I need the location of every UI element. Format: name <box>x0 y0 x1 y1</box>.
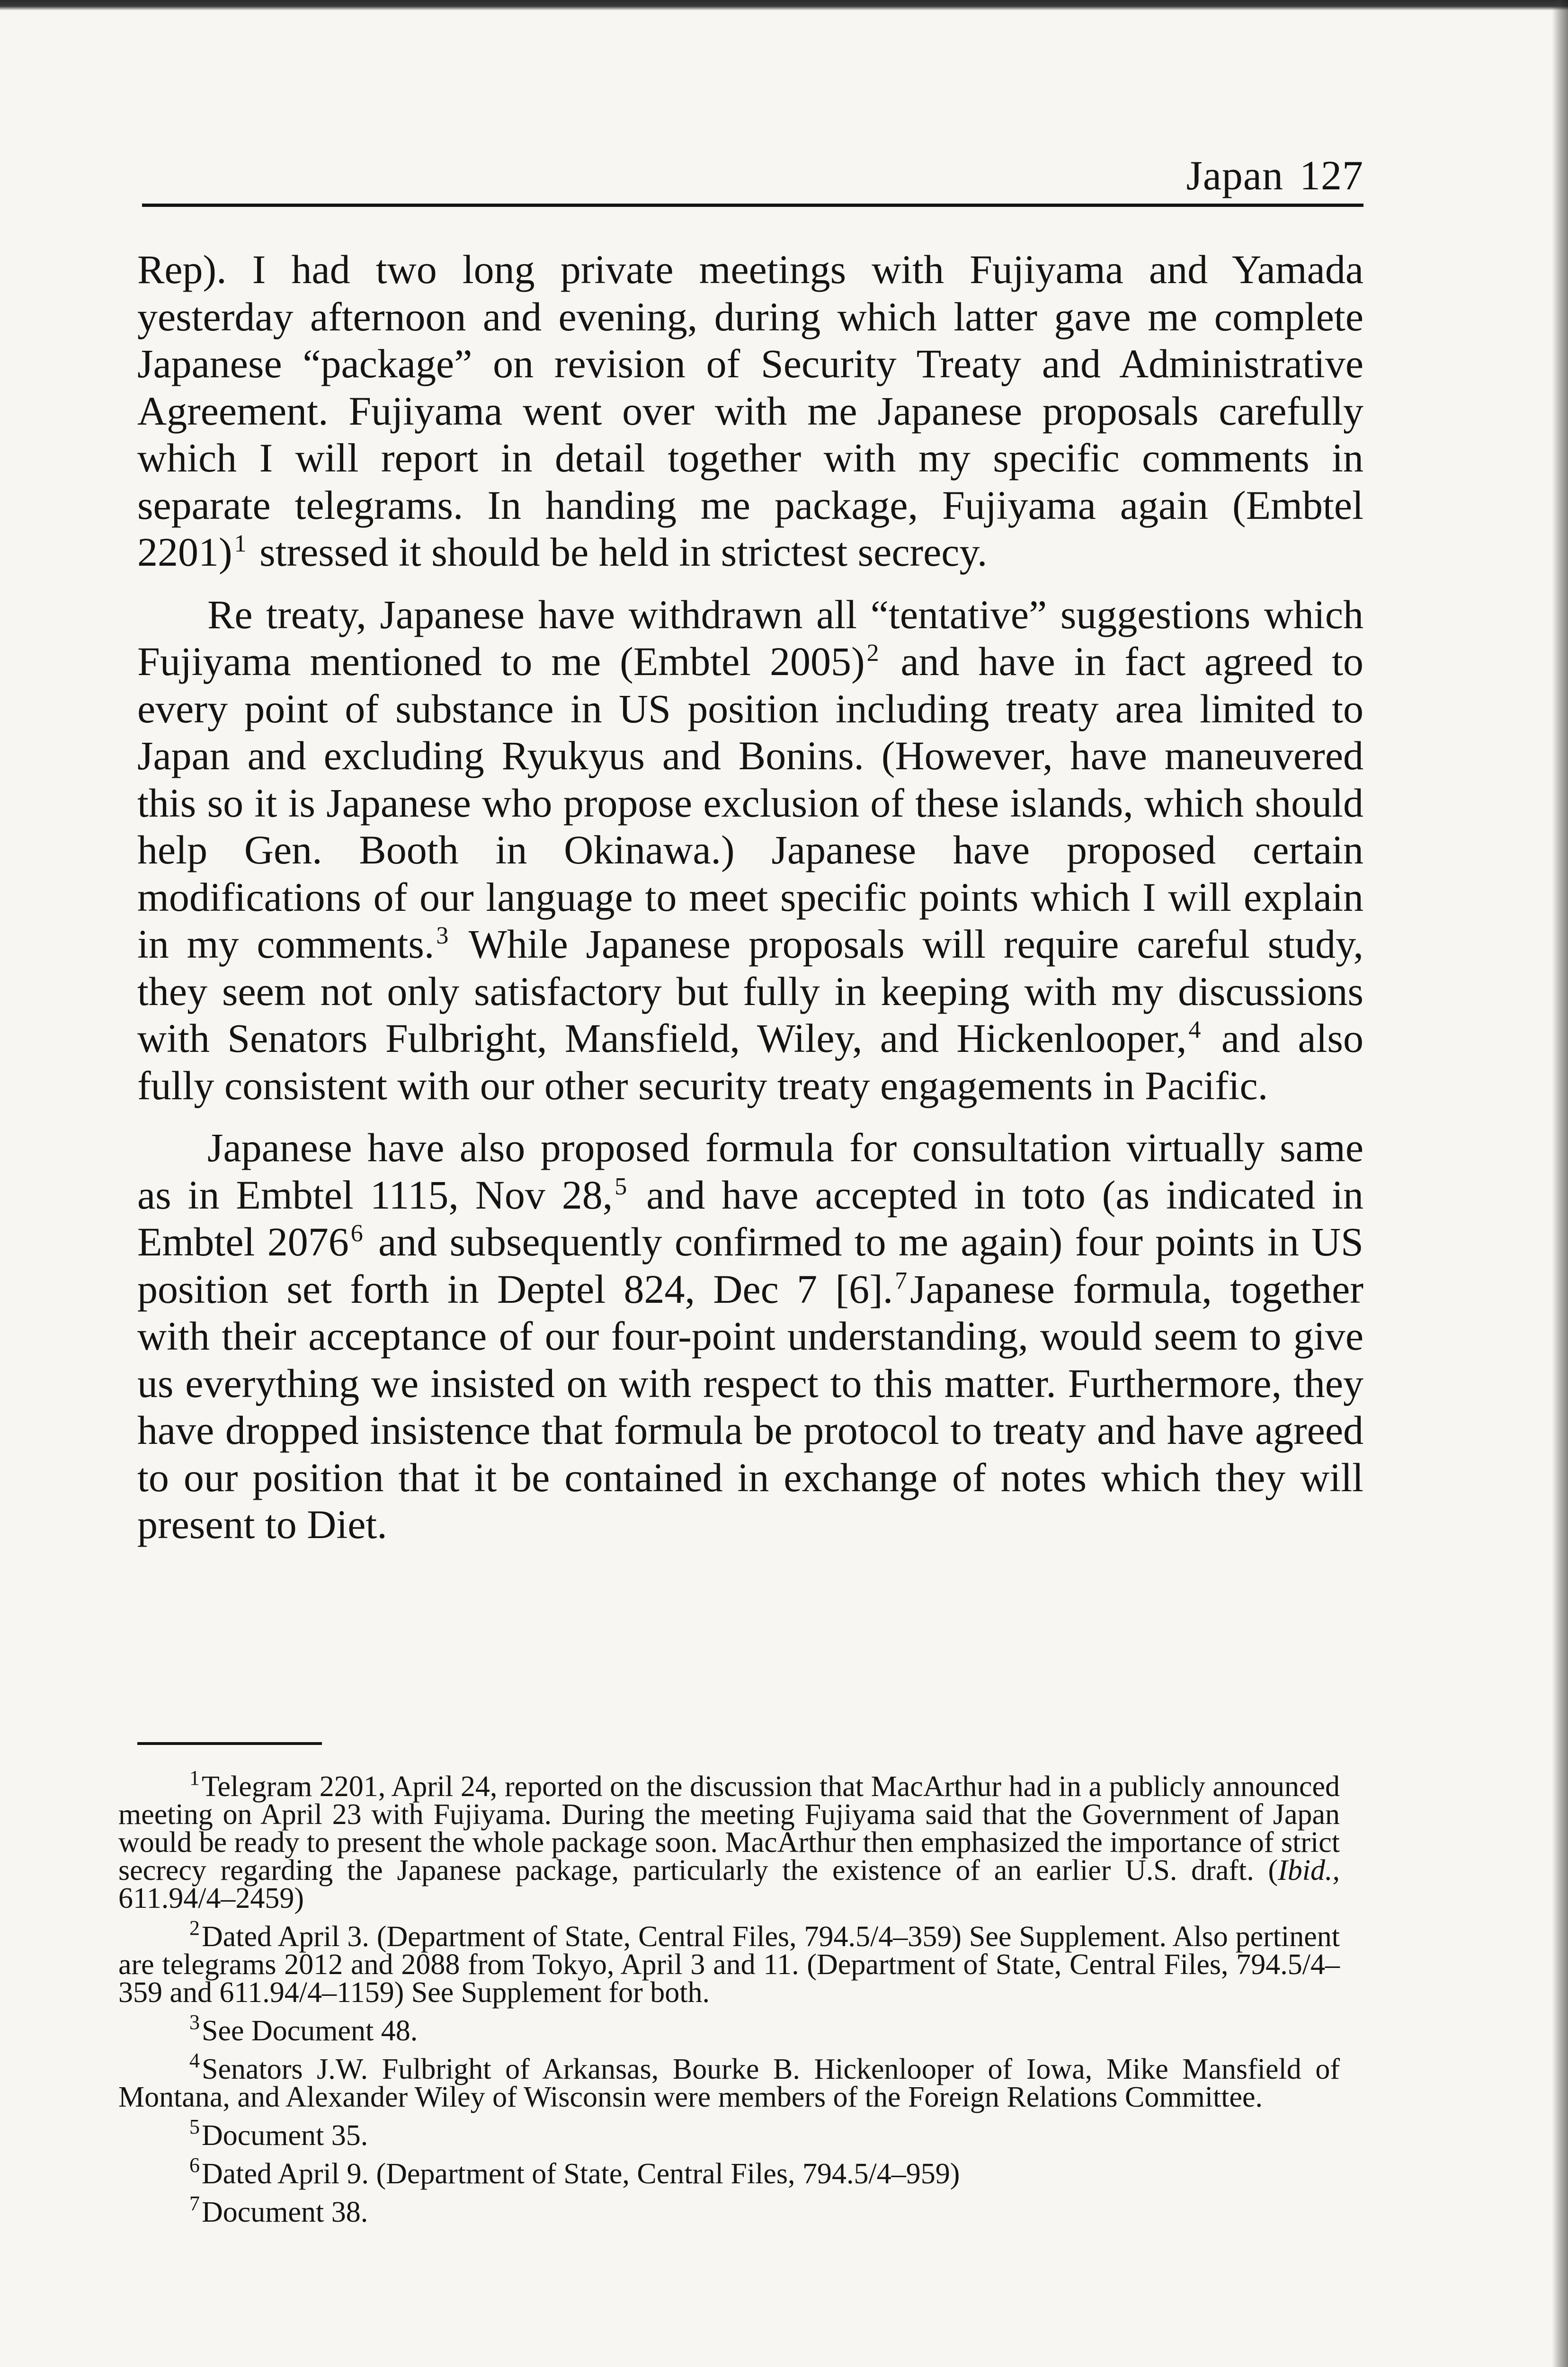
footnote-text: Dated April 3. (Department of State, Central Files, 794.5/4–359) See Supplement. Also pertinent are telegrams 2012 and 2088 from Tokyo, April 3 and 11. (Department of State, Central Files, 794.5/4–359 and 611.94/4–1159) See Supplement for both. <box>118 1921 1340 2009</box>
footnote-ref: 6 <box>350 1220 363 1247</box>
footnote-7 <box>118 2192 1340 2228</box>
footnote-ref: 4 <box>1188 1016 1201 1043</box>
running-head <box>1186 152 1363 200</box>
footnote-text: 611.94/4–2459) <box>118 1882 304 1914</box>
footnote-1 <box>118 1766 1340 1914</box>
page-top-edge-shadow <box>0 0 1568 10</box>
footnote-text: Telegram 2201, April 24, reported on the discussion that MacArthur had in a publicly announced meeting on April 23 with Fujiyama. During the meeting Fujiyama said that the Government of Japan would be ready to present the whole package soon. MacArthur then emphasized the importance of strict secrecy regarding the Japanese package, particularly the existence of an earlier U.S. draft. ( <box>118 1771 1340 1886</box>
footnote-2 <box>118 1916 1340 2009</box>
footnote-text: Document 35. <box>202 2119 368 2152</box>
footnote-text: Dated April 9. (Department of State, Central Files, 794.5/4–959) <box>202 2158 960 2190</box>
footnote-6 <box>118 2153 1340 2190</box>
footnote-number: 3 <box>189 2011 200 2034</box>
paragraph-3 <box>137 1124 1363 1548</box>
paragraph-text: and also fully consistent with our other security treaty engagements in Pacific. <box>137 1015 1363 1108</box>
paragraph-text: Rep). I had two long private meetings with Fujiyama and Yamada yesterday afternoon and evening, during which latter gave me complete Japanese “package” on revision of Security Treaty and Administrative Agreement. Fujiyama went over with me Japanese proposals carefully which I will report in detail together with my specific comments in separate telegrams. In handing me package, Fujiyama again (Embtel 2201) <box>137 247 1363 575</box>
footnote-text: See Document 48. <box>202 2015 418 2047</box>
paragraph-text: stressed it should be held in strictest secrecy. <box>249 529 988 575</box>
footnote-italic: Ibid., <box>1278 1854 1340 1886</box>
footnote-text: Document 38. <box>202 2196 368 2228</box>
paragraph-text: Japanese formula, together with their acceptance of our four-point understanding, would seem to give us everything we insisted on with respect to this matter. Furthermore, they have dropped insistence that formula be protocol to treaty and have agreed to our position that it be contained in exchange of notes which they will present to Diet. <box>137 1266 1363 1547</box>
paragraph-text: and have in fact agreed to every point of substance in US position including treaty area limited to Japan and excluding Ryukyus and Bonins. (However, have maneuvered this so it is Japanese who propose exclusion of these islands, which should help Gen. Booth in Okinawa.) Japanese have proposed certain modifications of our language to meet specific points which I will explain in my comments. <box>137 639 1363 967</box>
body-text <box>137 246 1363 1548</box>
footnote-ref: 3 <box>436 922 449 949</box>
footnote-ref: 7 <box>895 1267 908 1294</box>
footnote-4 <box>118 2049 1340 2113</box>
footnote-number: 1 <box>189 1766 200 1789</box>
footnote-text: Senators J.W. Fulbright of Arkansas, Bourke B. Hickenlooper of Iowa, Mike Mansfield of Montana, and Alexander Wiley of Wisconsin were members of the Foreign Relations Committee. <box>118 2053 1340 2113</box>
footnote-5 <box>118 2115 1340 2152</box>
footnote-number: 2 <box>189 1916 200 1940</box>
paragraph-1 <box>137 246 1363 576</box>
footnote-number: 4 <box>189 2049 200 2072</box>
paragraph-text: Japanese have also proposed formula for consultation virtually same as in Embtel 1115, Nov 28, <box>137 1125 1363 1218</box>
paragraph-text: While Japanese proposals will require careful study, they seem not only satisfactory but fully in keeping with my discussions with Senators Fulbright, Mansfield, Wiley, and Hickenlooper, <box>137 921 1364 1061</box>
footnote-number: 7 <box>189 2192 200 2215</box>
paragraph-text: Re treaty, Japanese have withdrawn all “tentative” suggestions which Fujiyama mentioned to me (Embtel 2005) <box>137 591 1363 684</box>
footnote-ref: 5 <box>615 1173 627 1200</box>
page-header <box>142 137 1363 207</box>
page-number: 127 <box>1300 153 1363 199</box>
footnote-number: 6 <box>189 2153 200 2177</box>
page-right-edge-shadow <box>1552 0 1568 2367</box>
running-head-title: Japan <box>1186 153 1283 199</box>
footnote-ref: 2 <box>866 640 879 667</box>
footnote-number: 5 <box>189 2115 200 2138</box>
footnote-divider <box>137 1742 322 1745</box>
paragraph-text: and subsequently confirmed to me again) four points in US position set forth in Deptel 824, Dec 7 [6]. <box>137 1219 1363 1312</box>
paragraph-text: and have accepted in toto (as indicated in Embtel 2076 <box>137 1172 1364 1264</box>
footnote-ref: 1 <box>234 530 247 557</box>
paragraph-2 <box>137 591 1363 1110</box>
footnotes <box>118 1766 1340 2237</box>
footnote-3 <box>118 2011 1340 2047</box>
